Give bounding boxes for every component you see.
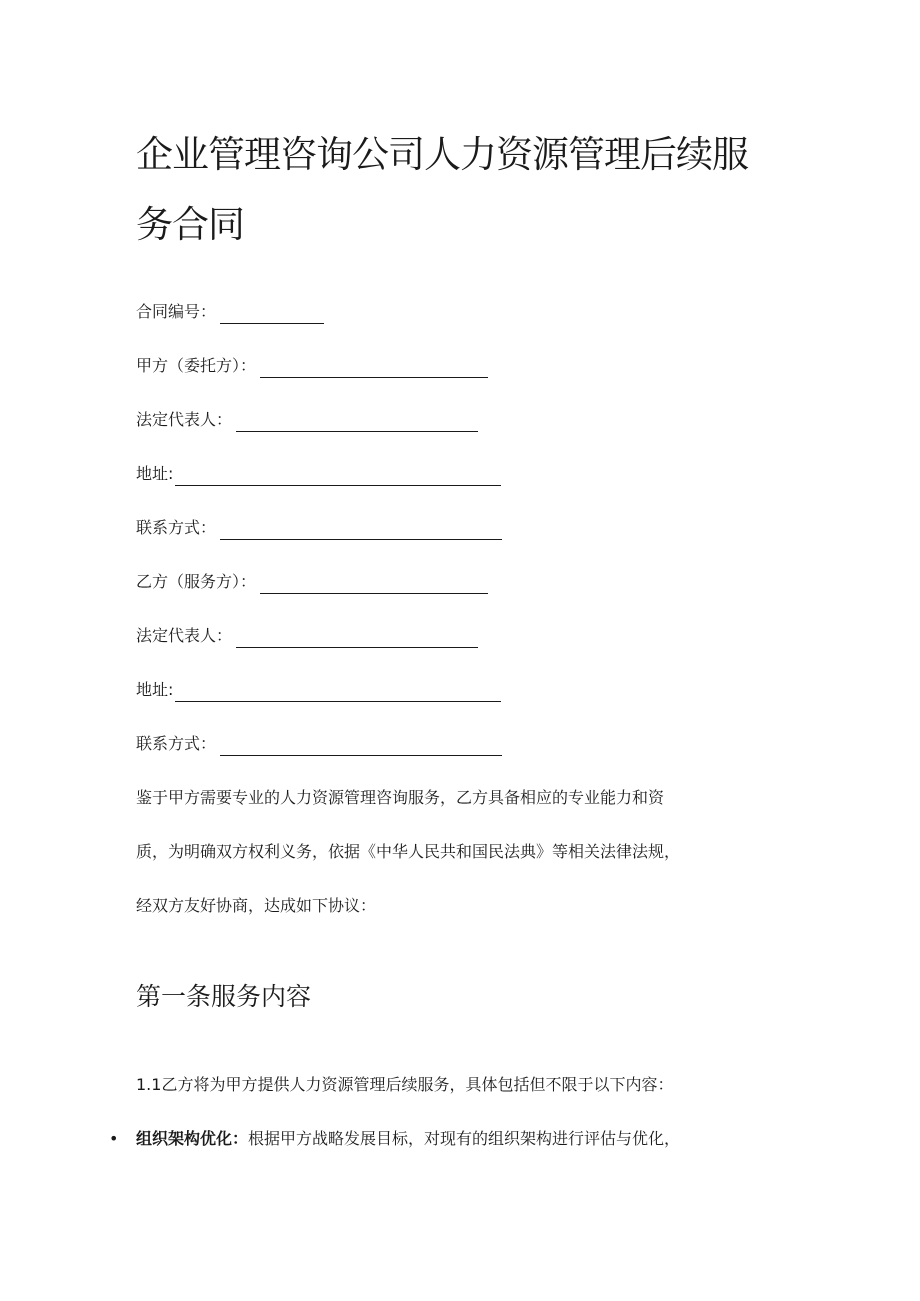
- preamble-line: 经双方友好协商，达成如下协议：: [136, 896, 377, 915]
- field-label: 地址:: [136, 464, 174, 483]
- bullet-marker: •: [109, 1129, 119, 1148]
- blank-line: [175, 683, 501, 702]
- blank-line: [220, 305, 324, 324]
- preamble-line: 质，为明确双方权利义务，依据《中华人民共和国民法典》等相关法律法规，: [136, 842, 681, 861]
- field-label: 联系方式：: [136, 734, 217, 753]
- field-label: 乙方（服务方）：: [136, 572, 257, 591]
- section-heading: 第一条服务内容: [136, 982, 312, 1011]
- field-party-a-address: [136, 462, 501, 486]
- blank-line: [236, 413, 478, 432]
- field-party-b-representative: [136, 624, 478, 648]
- field-label: 地址:: [136, 680, 174, 699]
- preamble-line: 鉴于甲方需要专业的人力资源管理咨询服务，乙方具备相应的专业能力和资: [136, 788, 665, 807]
- field-contract-number: [136, 300, 324, 324]
- field-label: 法定代表人：: [136, 410, 233, 429]
- field-label: 法定代表人：: [136, 626, 233, 645]
- field-label: 甲方（委托方）：: [136, 356, 257, 375]
- field-party-a-contact: [136, 516, 502, 540]
- blank-line: [220, 737, 502, 756]
- bullet-label: 组织架构优化：: [136, 1129, 249, 1148]
- field-party-b-address: [136, 678, 501, 702]
- bullet-text: 根据甲方战略发展目标，对现有的组织架构进行评估与优化，: [248, 1129, 681, 1148]
- field-label: 联系方式：: [136, 518, 217, 537]
- field-party-b-contact: [136, 732, 502, 756]
- blank-line: [260, 359, 488, 378]
- blank-line: [220, 521, 502, 540]
- field-party-b: [136, 570, 488, 594]
- field-party-a-representative: [136, 408, 478, 432]
- blank-line: [260, 575, 488, 594]
- clause-1-1: 1.1乙方将为甲方提供人力资源管理后续服务，具体包括但不限于以下内容：: [136, 1075, 674, 1094]
- blank-line: [236, 629, 478, 648]
- blank-line: [175, 467, 501, 486]
- field-label: 合同编号：: [136, 302, 217, 321]
- document-title: 企业管理咨询公司人力资源管理后续服务合同: [136, 133, 748, 246]
- field-party-a: [136, 354, 488, 378]
- bullet-item: [109, 1127, 680, 1151]
